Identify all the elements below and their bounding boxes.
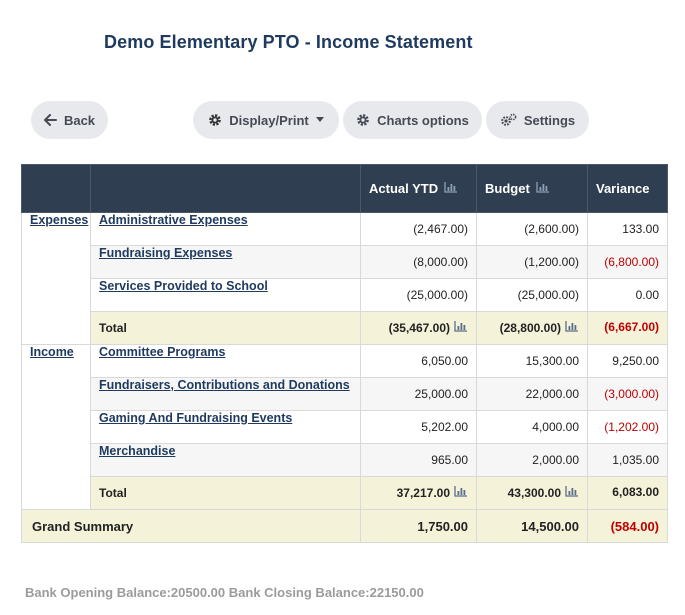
header-item: [91, 165, 361, 213]
actual-cell: 6,050.00: [361, 345, 477, 378]
grand-actual-cell: 1,750.00: [361, 510, 477, 543]
table-row: [22, 444, 668, 477]
actual-cell: 965.00: [361, 444, 477, 477]
table-header-row: [22, 165, 668, 213]
budget-total-cell: (28,800.00): [477, 312, 588, 345]
back-label: Back: [63, 112, 96, 128]
caret-down-icon: [316, 117, 324, 123]
actual-total-cell: 37,217.00: [361, 477, 477, 510]
bar-chart-icon[interactable]: [536, 181, 550, 196]
variance-cell: (3,000.00): [588, 378, 668, 411]
category-income: [22, 345, 91, 510]
account-link[interactable]: Administrative Expenses: [99, 213, 248, 227]
account-link[interactable]: Services Provided to School: [99, 279, 268, 293]
variance-cell: 9,250.00: [588, 345, 668, 378]
income-total-row: [22, 477, 668, 510]
total-label: Total: [91, 477, 361, 510]
budget-cell: 15,300.00: [477, 345, 588, 378]
header-actual-ytd[interactable]: Actual YTD: [361, 165, 477, 213]
actual-total-cell: (35,467.00): [361, 312, 477, 345]
budget-cell: 4,000.00: [477, 411, 588, 444]
expenses-link[interactable]: Expenses: [30, 213, 89, 227]
gear-icon: [356, 113, 370, 127]
gear-icon: [208, 113, 222, 127]
table-row: [22, 213, 668, 246]
bar-chart-icon[interactable]: [565, 486, 579, 500]
page-title: Demo Elementary PTO - Income Statement: [104, 32, 473, 52]
income-link[interactable]: Income: [30, 345, 74, 359]
header-budget[interactable]: Budget: [477, 165, 588, 213]
budget-cell: (2,600.00): [477, 213, 588, 246]
budget-cell: (25,000.00): [477, 279, 588, 312]
table-row: [22, 246, 668, 279]
budget-total-cell: 43,300.00: [477, 477, 588, 510]
budget-cell: 22,000.00: [477, 378, 588, 411]
account-link[interactable]: Committee Programs: [99, 345, 226, 359]
gears-icon: [500, 113, 517, 127]
bank-balance-note: Bank Opening Balance:20500.00 Bank Closing Balance:22150.00: [25, 585, 424, 600]
actual-cell: (8,000.00): [361, 246, 477, 279]
variance-cell: (1,202.00): [588, 411, 668, 444]
grand-budget-cell: 14,500.00: [477, 510, 588, 543]
account-link[interactable]: Fundraising Expenses: [99, 246, 233, 260]
budget-cell: (1,200.00): [477, 246, 588, 279]
account-link[interactable]: Merchandise: [99, 444, 176, 458]
charts-options-label: Charts options: [377, 112, 469, 128]
charts-options-button[interactable]: [343, 101, 482, 139]
grand-summary-row: [22, 510, 668, 543]
bar-chart-icon[interactable]: [444, 181, 458, 196]
variance-cell: 0.00: [588, 279, 668, 312]
total-label: Total: [91, 312, 361, 345]
actual-cell: 25,000.00: [361, 378, 477, 411]
account-link[interactable]: Gaming And Fundraising Events: [99, 411, 293, 425]
table-row: [22, 279, 668, 312]
actual-cell: (25,000.00): [361, 279, 477, 312]
variance-total-cell: (6,667.00): [588, 312, 668, 345]
display-print-label: Display/Print: [229, 112, 309, 128]
display-print-button[interactable]: [193, 101, 339, 139]
income-statement-table: [21, 164, 668, 543]
grand-summary-label: Grand Summary: [22, 510, 361, 543]
category-expenses: [22, 213, 91, 345]
grand-variance-cell: (584.00): [588, 510, 668, 543]
back-button[interactable]: [31, 101, 108, 139]
budget-cell: 2,000.00: [477, 444, 588, 477]
variance-cell: 133.00: [588, 213, 668, 246]
variance-cell: 1,035.00: [588, 444, 668, 477]
variance-total-cell: 6,083.00: [588, 477, 668, 510]
settings-button[interactable]: [486, 101, 589, 139]
bar-chart-icon[interactable]: [565, 321, 579, 335]
table-row: [22, 411, 668, 444]
actual-cell: 5,202.00: [361, 411, 477, 444]
expenses-total-row: [22, 312, 668, 345]
account-link[interactable]: Fundraisers, Contributions and Donations: [99, 378, 350, 392]
settings-label: Settings: [523, 112, 576, 128]
variance-cell: (6,800.00): [588, 246, 668, 279]
table-row: [22, 345, 668, 378]
bar-chart-icon[interactable]: [454, 486, 468, 500]
bar-chart-icon[interactable]: [454, 321, 468, 335]
arrow-left-icon: [44, 114, 57, 126]
header-category: [22, 165, 91, 213]
table-row: [22, 378, 668, 411]
actual-cell: (2,467.00): [361, 213, 477, 246]
header-variance: Variance: [588, 165, 668, 213]
